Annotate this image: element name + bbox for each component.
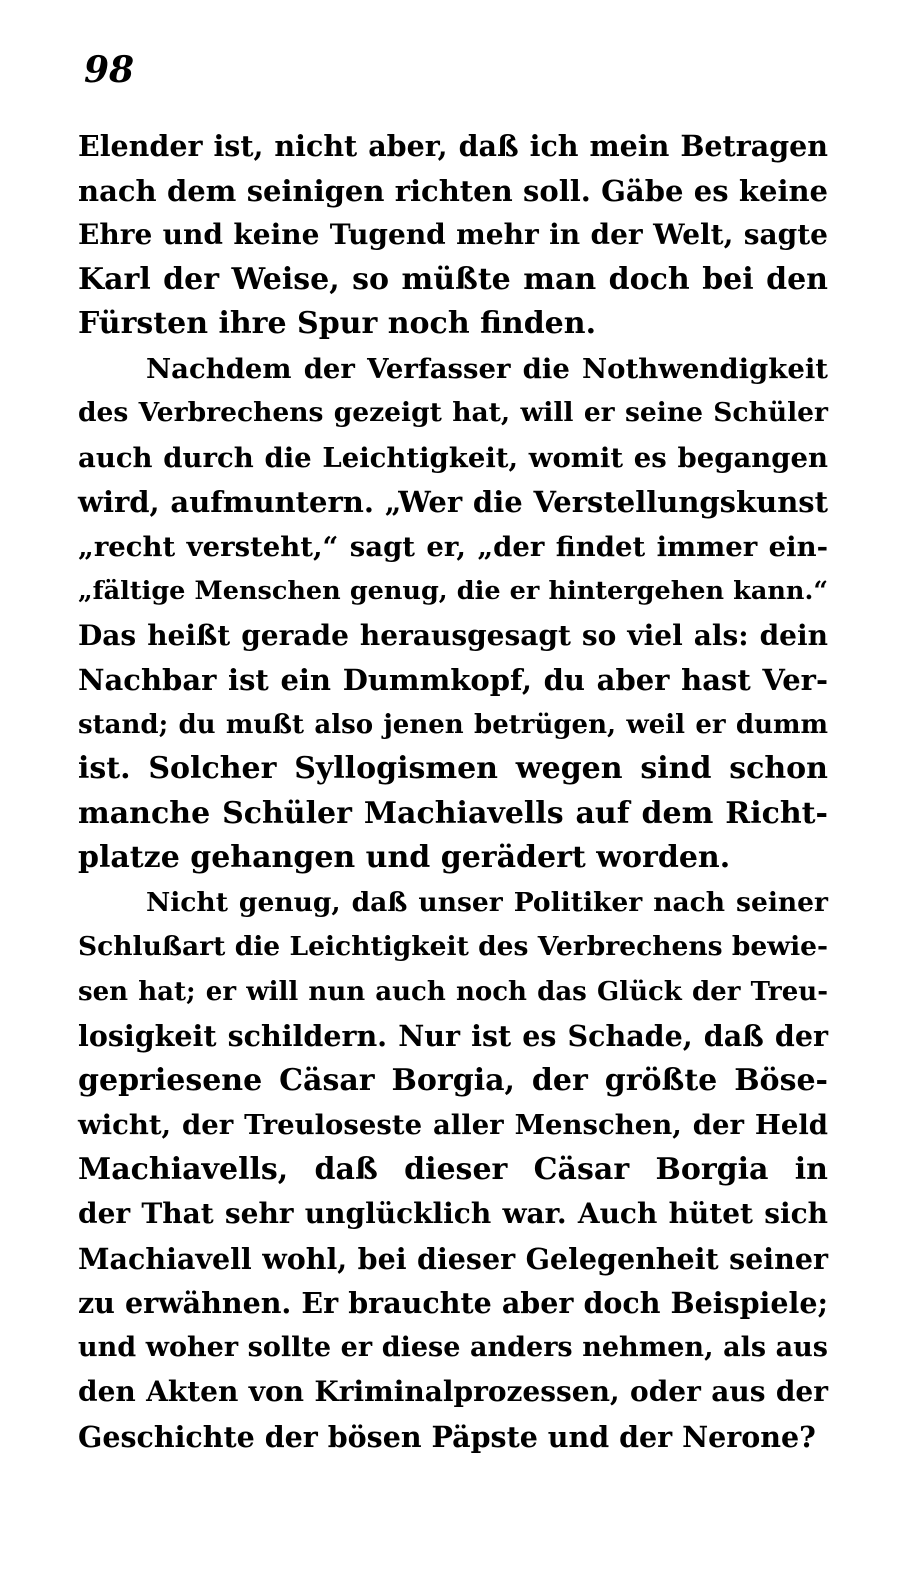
text-line: den Akten von Kriminalprozessen, oder aus der: [78, 1375, 828, 1408]
text-line: der That sehr unglücklich war. Auch hütet sich: [78, 1197, 828, 1230]
text-line: gepriesene Cäsar Borgia, der größte Böse-: [78, 1062, 828, 1098]
text-line: wird, aufmuntern. „Wer die Verstellungskunst: [78, 485, 828, 519]
text-line: Nicht genug, daß unser Politiker nach seiner: [146, 886, 828, 918]
text-line: Ehre und keine Tugend mehr in der Welt, sagte: [78, 218, 828, 251]
text-line: Elender ist, nicht aber, daß ich mein Betragen: [78, 129, 828, 163]
text-line: auch durch die Leichtigkeit, womit es begangen: [78, 441, 828, 474]
text-line: „recht versteht,“ sagt er, „der findet immer ein-: [78, 530, 828, 563]
text-line: losigkeit schildern. Nur ist es Schade, daß der: [78, 1019, 828, 1053]
page-number: 98: [84, 49, 135, 91]
text-line: wicht, der Treuloseste aller Menschen, der Held: [78, 1109, 828, 1141]
text-line: Karl der Weise, so müßte man doch bei den: [78, 261, 828, 297]
text-line: Geschichte der bösen Päpste und der Nerone?: [78, 1419, 816, 1454]
body-text: [78, 124, 828, 1459]
text-line: des Verbrechens gezeigt hat, will er seine Schüler: [78, 397, 828, 428]
text-line: zu erwähnen. Er brauchte aber doch Beispiele;: [78, 1286, 828, 1320]
text-line: ist. Solcher Syllogismen wegen sind schon: [78, 751, 828, 786]
text-line: und woher sollte er diese anders nehmen, als aus: [78, 1331, 828, 1363]
text-line: Machiavell wohl, bei dieser Gelegenheit seiner: [78, 1241, 828, 1276]
text-line: manche Schüler Machiavells auf dem Richt-: [78, 795, 828, 831]
text-line: Machiavells, daß dieser Cäsar Borgia in: [78, 1151, 828, 1187]
text-line: platze gehangen und gerädert worden.: [78, 840, 731, 875]
text-line: nach dem seinigen richten soll. Gäbe es keine: [78, 173, 828, 208]
text-line: „fältige Menschen genug, die er hintergehen kann.“: [78, 576, 828, 606]
text-line: Das heißt gerade herausgesagt so viel als: dein: [78, 618, 828, 652]
text-line: Schlußart die Leichtigkeit des Verbrechens bewie-: [78, 931, 828, 962]
text-line: stand; du mußt also jenen betrügen, weil er dumm: [78, 709, 828, 740]
text-line: Fürsten ihre Spur noch finden.: [78, 306, 597, 341]
text-line: Nachbar ist ein Dummkopf, du aber hast Ver-: [78, 663, 828, 697]
text-line: sen hat; er will nun auch noch das Glück der Treu-: [78, 976, 828, 1007]
text-line: Nachdem der Verfasser die Nothwendigkeit: [146, 352, 828, 385]
